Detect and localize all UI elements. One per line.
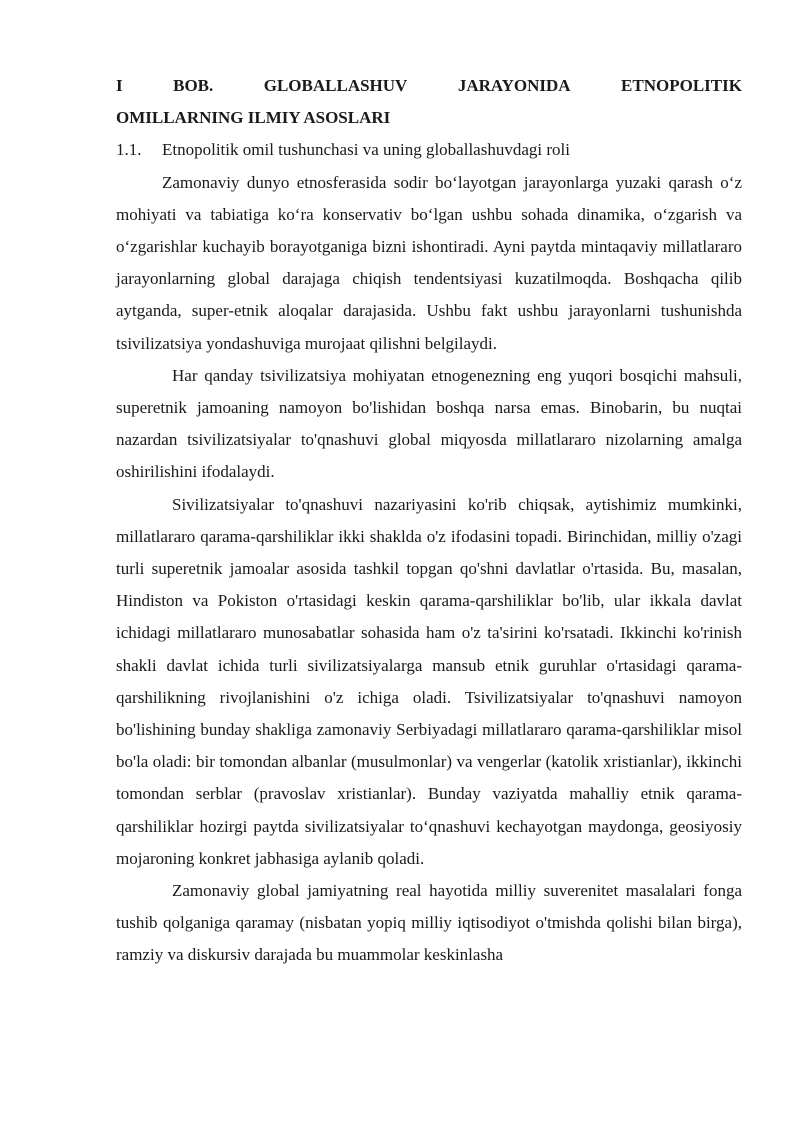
- chapter-title-line-1: [116, 70, 742, 102]
- chapter-word: ETNOPOLITIK: [621, 76, 742, 95]
- chapter-word: BOB.: [173, 76, 214, 95]
- paragraph: Zamonaviy global jamiyatning real hayotida milliy suverenitet masalalari fonga tushib qolganiga qaramay (nisbatan yopiq milliy iqtisodiyot o'tmishda qolishi bilan birga), ramziy va diskursiv darajada bu muammolar keskinlasha: [116, 881, 742, 965]
- chapter-title: [116, 70, 742, 134]
- paragraph: Sivilizatsiyalar to'qnashuvi nazariyasini ko'rib chiqsak, aytishimiz mumkinki, millatlararo qarama-qarshiliklar ikki shaklda o'z ifodasini topadi. Birinchidan, milliy o'zagi turli superetnik jamoalar asosida tashkil topgan qo'shni davlatlar o'rtasida. Bu, masalan, Hindiston va Pokiston o'rtasidagi keskin qarama-qarshiliklar bo'lib, ular ikkala davlat ichidagi millatlararo munosabatlar sohasida ham o'z ta'sirini ko'rsatadi. Ikkinchi ko'rinish shakli davlat ichida turli sivilizatsiyalarga mansub etnik guruhlar o'rtasidagi qarama-qarshilikning rivojlanishini o'z ichiga oladi. Tsivilizatsiyalar to'qnashuvi namoyon bo'lishining bunday shakliga zamonaviy Serbiyadagi millatlararo qarama-qarshiliklar misol bo'la oladi: bir tomondan albanlar (musulmonlar) va vengerlar (katolik xristianlar), ikkinchi tomondan serblar (pravoslav xristianlar). Bunday vaziyatda mahalliy etnik qarama-qarshiliklar hozirgi paytda sivilizatsiyalar toʻqnashuvi kechayotgan maydonga, geosiyosiy mojaroning konkret jabhasiga aylanib qoladi.: [116, 494, 742, 868]
- section-title: Etnopolitik omil tushunchasi va uning globallashuvdagi roli: [162, 140, 570, 160]
- chapter-word: GLOBALLASHUV: [263, 76, 408, 95]
- chapter-title-line-2: OMILLARNING ILMIY ASOSLARI: [116, 108, 391, 128]
- chapter-word: I: [116, 76, 123, 95]
- paragraph: Zamonaviy dunyo etnosferasida sodir boʻlayotgan jarayonlarga yuzaki qarash oʻz mohiyati va tabiatiga koʻra konservativ boʻlgan ushbu sohada dinamika, oʻzgarish va oʻzgarishlar kuchayib borayotganiga bizni ishontiradi. Ayni paytda mintaqaviy millatlararo jarayonlarning global darajaga chiqish tendentsiyasi kuzatilmoqda. Boshqacha qilib aytganda, super-etnik aloqalar darajasida. Ushbu fakt ushbu jarayonlarni tushunishda tsivilizatsiya yondashuviga murojaat qilishni belgilaydi.: [116, 172, 742, 353]
- section-heading: [116, 134, 742, 166]
- paragraph: Har qanday tsivilizatsiya mohiyatan etnogenezning eng yuqori bosqichi mahsuli, superetnik jamoaning namoyon bo'lishidan boshqa narsa emas. Binobarin, bu nuqtai nazardan tsivilizatsiyalar to'qnashuvi global miqyosda millatlararo nizolarning amalga oshirilishini ifodalaydi.: [116, 365, 742, 482]
- chapter-word: JARAYONIDA: [457, 76, 571, 95]
- section-number: 1.1.: [116, 140, 142, 160]
- document-page: [116, 70, 742, 972]
